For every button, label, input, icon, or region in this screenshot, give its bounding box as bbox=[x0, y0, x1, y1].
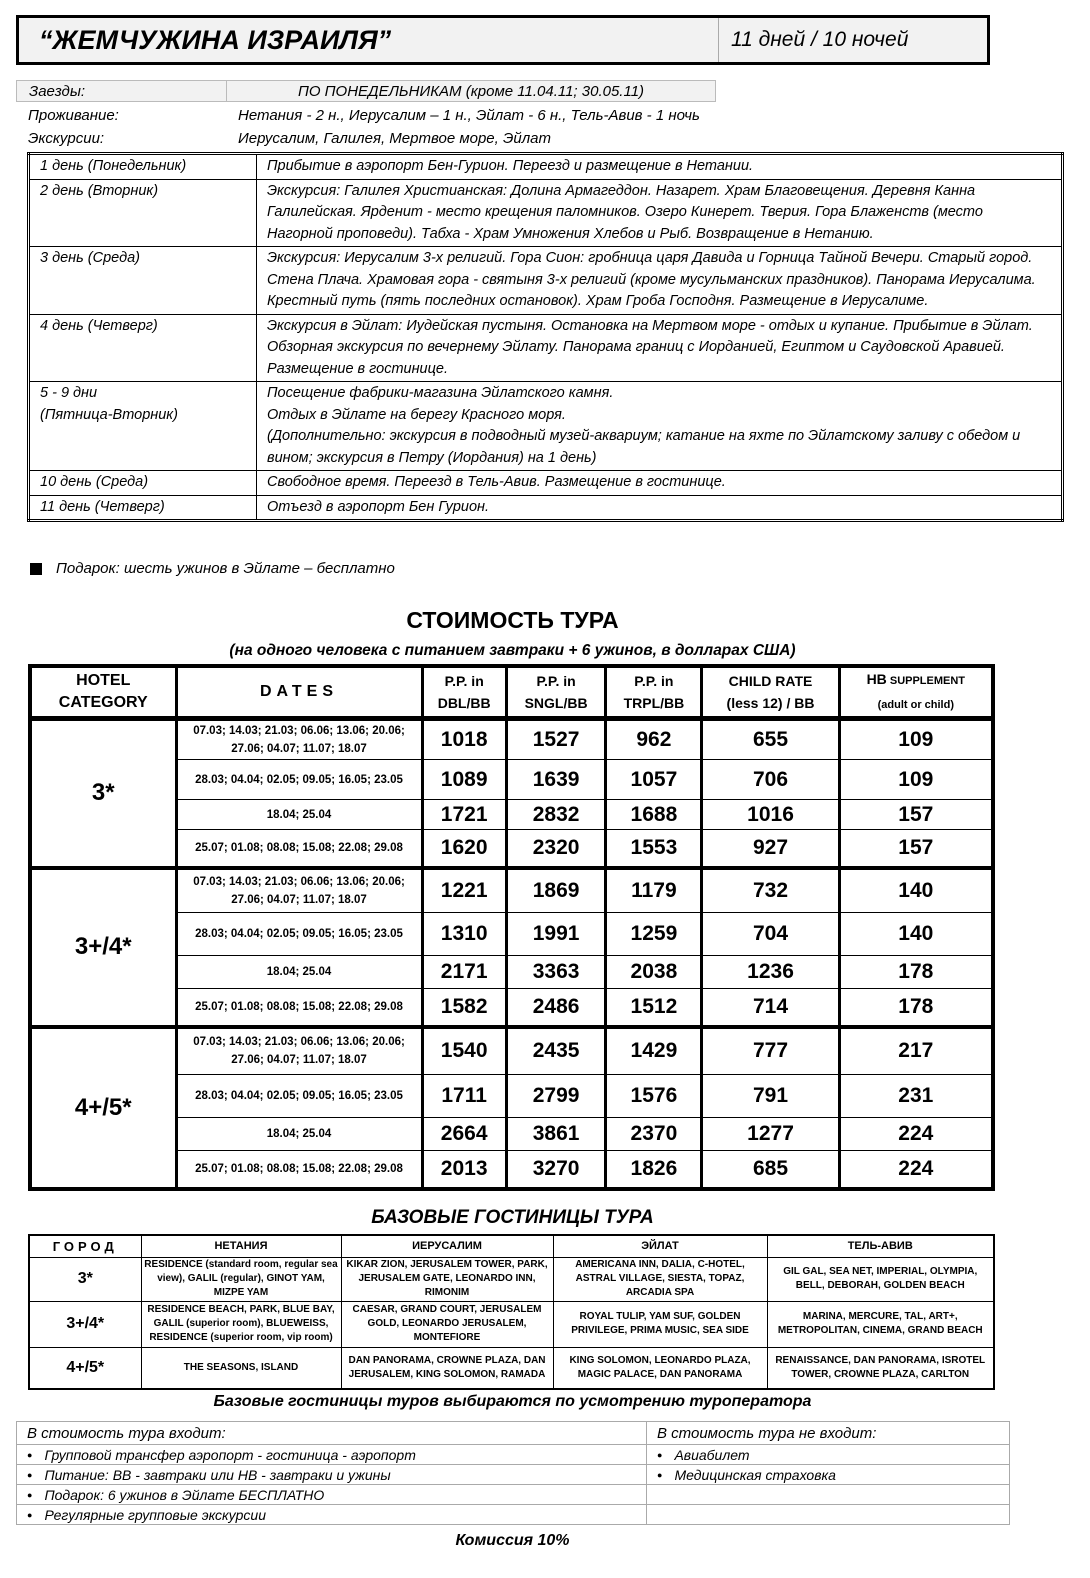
stay-label: Проживание: bbox=[28, 107, 119, 124]
price-trpl: 962 bbox=[606, 719, 702, 760]
arrivals-label: Заезды: bbox=[16, 80, 226, 102]
col-trpl: P.P. in TRPL/BB bbox=[606, 666, 702, 719]
price-hb: 224 bbox=[839, 1118, 993, 1151]
hotels-row bbox=[29, 1347, 994, 1389]
price-trpl: 1057 bbox=[606, 760, 702, 800]
empty-cell bbox=[647, 1485, 1010, 1505]
price-trpl: 1429 bbox=[606, 1027, 702, 1075]
price-sngl: 3270 bbox=[506, 1151, 606, 1189]
itinerary-row bbox=[29, 247, 1063, 315]
hotel-category: 3* bbox=[29, 1257, 141, 1301]
col-dates: DATES bbox=[176, 666, 422, 719]
itinerary-text: Экскурсия в Эйлат: Иудейская пустыня. Остановка на Мертвом море - отдых и купание. Прибытие в Эйлат. Обзорная экскурсия по вечернему Эйлату. Панорама границ с Иорданией, Египтом и Саудовской Аравией. Размещение в гостинице. bbox=[257, 314, 1063, 382]
dates-cell: 07.03; 14.03; 21.03; 06.06; 13.06; 20.06; 27.06; 04.07; 11.07; 18.07 bbox=[176, 868, 422, 913]
pricing-row bbox=[30, 868, 993, 913]
price-child: 1236 bbox=[702, 956, 839, 989]
itinerary-text: Отъезд в аэропорт Бен Гурион. bbox=[257, 495, 1063, 521]
included-title: В стоимость тура входит: bbox=[17, 1422, 647, 1445]
itinerary-day-range: 5 - 9 дни bbox=[40, 385, 98, 401]
gift-note bbox=[30, 560, 395, 577]
itinerary-line: Отдых в Эйлате на берегу Красного моря. bbox=[267, 406, 566, 423]
hotels-title: БАЗОВЫЕ ГОСТИНИЦЫ ТУРА bbox=[371, 1207, 654, 1228]
itinerary-text: Прибытие в аэропорт Бен-Гурион. Переезд и размещение в Нетании. bbox=[257, 154, 1063, 180]
price-dbl: 1540 bbox=[422, 1027, 506, 1075]
hotels-note: Базовые гостиницы туров выбираются по усмотрению туроператора bbox=[213, 1393, 812, 1410]
price-child: 927 bbox=[702, 830, 839, 868]
inclusions-header-row bbox=[17, 1422, 1010, 1445]
hotels-netanya: THE SEASONS, ISLAND bbox=[141, 1347, 341, 1389]
price-dbl: 1089 bbox=[422, 760, 506, 800]
itinerary-day bbox=[29, 382, 257, 471]
excursions-label: Экскурсии: bbox=[28, 130, 105, 147]
itinerary-day: 2 день (Вторник) bbox=[29, 179, 257, 247]
price-hb: 157 bbox=[839, 830, 993, 868]
itinerary-table bbox=[27, 152, 1064, 522]
price-child: 685 bbox=[702, 1151, 839, 1189]
arrivals-row bbox=[16, 80, 716, 102]
itinerary-row bbox=[29, 471, 1063, 496]
price-trpl: 1512 bbox=[606, 989, 702, 1027]
hotels-header-row bbox=[29, 1235, 994, 1257]
price-hb: 109 bbox=[839, 760, 993, 800]
price-hb: 178 bbox=[839, 989, 993, 1027]
inclusions-row bbox=[17, 1445, 1010, 1465]
hotels-netanya: RESIDENCE BEACH, PARK, BLUE BAY, GALIL (superior room), BLUEWEISS, RESIDENCE (superior room, vip room) bbox=[141, 1301, 341, 1347]
price-trpl: 1179 bbox=[606, 868, 702, 913]
dates-cell: 18.04; 25.04 bbox=[176, 800, 422, 830]
hotels-netanya: RESIDENCE (standard room, regular sea view), GALIL (regular), GINOT YAM, MIZPE YAM bbox=[141, 1257, 341, 1301]
excursions-row bbox=[16, 128, 551, 150]
itinerary-day: 4 день (Четверг) bbox=[29, 314, 257, 382]
tour-title: “ЖЕМЧУЖИНА ИЗРАИЛЯ” bbox=[19, 18, 719, 62]
price-child: 714 bbox=[702, 989, 839, 1027]
pricing-row bbox=[30, 1027, 993, 1075]
price-child: 706 bbox=[702, 760, 839, 800]
hotels-eilat: ROYAL TULIP, YAM SUF, GOLDEN PRIVILEGE, PRIMA MUSIC, SEA SIDE bbox=[553, 1301, 767, 1347]
tour-duration: 11 дней / 10 ночей bbox=[731, 28, 909, 51]
itinerary-day-weekdays: (Пятница-Вторник) bbox=[40, 406, 178, 423]
itinerary-row bbox=[29, 154, 1063, 180]
square-bullet-icon bbox=[30, 563, 42, 575]
col-jerusalem: ИЕРУСАЛИМ bbox=[341, 1235, 553, 1257]
pricing-row bbox=[30, 719, 993, 760]
stay-value: Нетания - 2 н., Иерусалим – 1 н., Эйлат - 6 н., Тель-Авив - 1 ночь bbox=[238, 107, 700, 124]
price-hb: 140 bbox=[839, 868, 993, 913]
price-dbl: 2664 bbox=[422, 1118, 506, 1151]
price-child: 791 bbox=[702, 1075, 839, 1118]
itinerary-text bbox=[257, 382, 1063, 471]
hotels-telaviv: RENAISSANCE, DAN PANORAMA, ISROTEL TOWER, CROWNE PLAZA, CARLTON bbox=[767, 1347, 994, 1389]
dates-cell: 25.07; 01.08; 08.08; 15.08; 22.08; 29.08 bbox=[176, 830, 422, 868]
price-sngl: 1869 bbox=[506, 868, 606, 913]
price-trpl: 1576 bbox=[606, 1075, 702, 1118]
price-hb: 231 bbox=[839, 1075, 993, 1118]
dates-cell: 25.07; 01.08; 08.08; 15.08; 22.08; 29.08 bbox=[176, 1151, 422, 1189]
hotel-category: 3+/4* bbox=[30, 868, 176, 1027]
itinerary-day: 1 день (Понедельник) bbox=[29, 154, 257, 180]
hotels-jerusalem: DAN PANORAMA, CROWNE PLAZA, DAN JERUSALEM, KING SOLOMON, RAMADA bbox=[341, 1347, 553, 1389]
price-sngl: 3861 bbox=[506, 1118, 606, 1151]
hotels-telaviv: MARINA, MERCURE, TAL, ART+, METROPOLITAN, CINEMA, GRAND BEACH bbox=[767, 1301, 994, 1347]
price-child: 704 bbox=[702, 913, 839, 956]
itinerary-line: Посещение фабрики-магазина Эйлатского камня. bbox=[267, 385, 614, 401]
hotel-category: 4+/5* bbox=[29, 1347, 141, 1389]
hotels-jerusalem: KIKAR ZION, JERUSALEM TOWER, PARK, JERUSALEM GATE, LEONARDO INN, RIMONIM bbox=[341, 1257, 553, 1301]
gift-text: Подарок: шесть ужинов в Эйлате – бесплатно bbox=[56, 560, 395, 577]
dates-cell: 07.03; 14.03; 21.03; 06.06; 13.06; 20.06; 27.06; 04.07; 11.07; 18.07 bbox=[176, 1027, 422, 1075]
col-dbl: P.P. in DBL/BB bbox=[422, 666, 506, 719]
price-dbl: 1310 bbox=[422, 913, 506, 956]
price-dbl: 1711 bbox=[422, 1075, 506, 1118]
price-sngl: 1527 bbox=[506, 719, 606, 760]
itinerary-day: 11 день (Четверг) bbox=[29, 495, 257, 521]
arrivals-value: ПО ПОНЕДЕЛЬНИКАМ (кроме 11.04.11; 30.05.11) bbox=[226, 80, 716, 102]
dates-cell: 18.04; 25.04 bbox=[176, 1118, 422, 1151]
stay-row bbox=[16, 105, 700, 127]
price-hb: 224 bbox=[839, 1151, 993, 1189]
dates-cell: 28.03; 04.04; 02.05; 09.05; 16.05; 23.05 bbox=[176, 1075, 422, 1118]
price-trpl: 1688 bbox=[606, 800, 702, 830]
commission-note: Комиссия 10% bbox=[455, 1532, 570, 1549]
pricing-title: СТОИМОСТЬ ТУРА bbox=[406, 607, 619, 633]
included-item: ● Подарок: 6 ужинов в Эйлате БЕСПЛАТНО bbox=[17, 1485, 647, 1505]
hotels-table bbox=[28, 1234, 995, 1390]
inclusions-row bbox=[17, 1465, 1010, 1485]
hotels-row bbox=[29, 1257, 994, 1301]
col-telaviv: ТЕЛЬ-АВИВ bbox=[767, 1235, 994, 1257]
dates-cell: 25.07; 01.08; 08.08; 15.08; 22.08; 29.08 bbox=[176, 989, 422, 1027]
price-child: 1277 bbox=[702, 1118, 839, 1151]
col-netanya: НЕТАНИЯ bbox=[141, 1235, 341, 1257]
title-bar bbox=[16, 15, 990, 65]
hotels-row bbox=[29, 1301, 994, 1347]
price-dbl: 1620 bbox=[422, 830, 506, 868]
hotels-telaviv: GIL GAL, SEA NET, IMPERIAL, OLYMPIA, BELL, DEBORAH, GOLDEN BEACH bbox=[767, 1257, 994, 1301]
price-sngl: 2832 bbox=[506, 800, 606, 830]
price-hb: 178 bbox=[839, 956, 993, 989]
price-dbl: 1582 bbox=[422, 989, 506, 1027]
price-trpl: 1259 bbox=[606, 913, 702, 956]
dates-cell: 28.03; 04.04; 02.05; 09.05; 16.05; 23.05 bbox=[176, 760, 422, 800]
price-dbl: 2171 bbox=[422, 956, 506, 989]
itinerary-text: Экскурсия: Иерусалим 3-х религий. Гора Сион: гробница царя Давида и Горница Тайной Вечери. Старый город. Стена Плача. Храмовая гора - святыня 3-х религий (кроме мусульманских праздников). Панорама Иерусалима. Крестный путь (пять последних остановок). Храм Гроба Господня. Размещение в Иерусалиме. bbox=[257, 247, 1063, 315]
hotel-category: 3+/4* bbox=[29, 1301, 141, 1347]
col-sngl: P.P. in SNGL/BB bbox=[506, 666, 606, 719]
inclusions-row bbox=[17, 1485, 1010, 1505]
itinerary-line: (Дополнительно: экскурсия в подводный музей-аквариум; катание на яхте по Эйлатскому заливу с обедом и вином; экскурсия в Петру (Иордания) на 1 день) bbox=[267, 428, 1021, 466]
col-child: CHILD RATE (less 12) / BB bbox=[702, 666, 839, 719]
price-child: 732 bbox=[702, 868, 839, 913]
col-eilat: ЭЙЛАТ bbox=[553, 1235, 767, 1257]
itinerary-text: Свободное время. Переезд в Тель-Авив. Размещение в гостинице. bbox=[257, 471, 1063, 496]
price-sngl: 2799 bbox=[506, 1075, 606, 1118]
price-dbl: 1721 bbox=[422, 800, 506, 830]
price-child: 655 bbox=[702, 719, 839, 760]
hotels-eilat: AMERICANA INN, DALIA, C-HOTEL, ASTRAL VILLAGE, SIESTA, TOPAZ, ARCADIA SPA bbox=[553, 1257, 767, 1301]
itinerary-row bbox=[29, 179, 1063, 247]
inclusions-table bbox=[16, 1421, 1010, 1525]
col-hb-supplement: HB SUPPLEMENT (adult or child) bbox=[839, 666, 993, 719]
price-trpl: 2370 bbox=[606, 1118, 702, 1151]
included-item: ● Групповой трансфер аэропорт - гостиница - аэропорт bbox=[17, 1445, 647, 1465]
itinerary-day: 3 день (Среда) bbox=[29, 247, 257, 315]
inclusions-row bbox=[17, 1505, 1010, 1525]
price-hb: 109 bbox=[839, 719, 993, 760]
itinerary-text: Экскурсия: Галилея Христианская: Долина Армагеддон. Назарет. Храм Благовещения. Деревня Канна Галилейская. Ярденит - место крещения паломников. Озеро Кинерет. Тверия. Гора Блаженств (место Нагорной проповеди). Табха - Храм Умножения Хлебов и Рыб. Возвращение в Нетанию. bbox=[257, 179, 1063, 247]
price-trpl: 1826 bbox=[606, 1151, 702, 1189]
price-sngl: 1639 bbox=[506, 760, 606, 800]
itinerary-row bbox=[29, 495, 1063, 521]
pricing-table bbox=[28, 664, 995, 1191]
price-trpl: 2038 bbox=[606, 956, 702, 989]
excluded-item: ● Авиабилет bbox=[647, 1445, 1010, 1465]
col-city: ГОРОД bbox=[29, 1235, 141, 1257]
itinerary-row bbox=[29, 314, 1063, 382]
price-child: 1016 bbox=[702, 800, 839, 830]
price-sngl: 3363 bbox=[506, 956, 606, 989]
itinerary-row bbox=[29, 382, 1063, 471]
itinerary-day: 10 день (Среда) bbox=[29, 471, 257, 496]
price-sngl: 2320 bbox=[506, 830, 606, 868]
hotels-jerusalem: CAESAR, GRAND COURT, JERUSALEM GOLD, LEONARDO JERUSALEM, MONTEFIORE bbox=[341, 1301, 553, 1347]
price-sngl: 2486 bbox=[506, 989, 606, 1027]
price-hb: 217 bbox=[839, 1027, 993, 1075]
price-sngl: 1991 bbox=[506, 913, 606, 956]
dates-cell: 28.03; 04.04; 02.05; 09.05; 16.05; 23.05 bbox=[176, 913, 422, 956]
dates-cell: 07.03; 14.03; 21.03; 06.06; 13.06; 20.06; 27.06; 04.07; 11.07; 18.07 bbox=[176, 719, 422, 760]
dates-cell: 18.04; 25.04 bbox=[176, 956, 422, 989]
price-dbl: 2013 bbox=[422, 1151, 506, 1189]
included-item: ● Регулярные групповые экскурсии bbox=[17, 1505, 647, 1525]
price-hb: 157 bbox=[839, 800, 993, 830]
price-hb: 140 bbox=[839, 913, 993, 956]
price-dbl: 1221 bbox=[422, 868, 506, 913]
col-hotel-category: HOTEL CATEGORY bbox=[30, 666, 176, 719]
price-dbl: 1018 bbox=[422, 719, 506, 760]
empty-cell bbox=[647, 1505, 1010, 1525]
hotel-category: 4+/5* bbox=[30, 1027, 176, 1189]
pricing-subtitle: (на одного человека с питанием завтраки + 6 ужинов, в долларах США) bbox=[229, 642, 796, 659]
price-sngl: 2435 bbox=[506, 1027, 606, 1075]
hotels-eilat: KING SOLOMON, LEONARDO PLAZA, MAGIC PALACE, DAN PANORAMA bbox=[553, 1347, 767, 1389]
hotel-category: 3* bbox=[30, 719, 176, 868]
price-child: 777 bbox=[702, 1027, 839, 1075]
excluded-title: В стоимость тура не входит: bbox=[647, 1422, 1010, 1445]
price-trpl: 1553 bbox=[606, 830, 702, 868]
pricing-header-row bbox=[30, 666, 993, 719]
excluded-item: ● Медицинская страховка bbox=[647, 1465, 1010, 1485]
included-item: ● Питание: BB - завтраки или HB - завтраки и ужины bbox=[17, 1465, 647, 1485]
excursions-value: Иерусалим, Галилея, Мертвое море, Эйлат bbox=[238, 130, 552, 147]
